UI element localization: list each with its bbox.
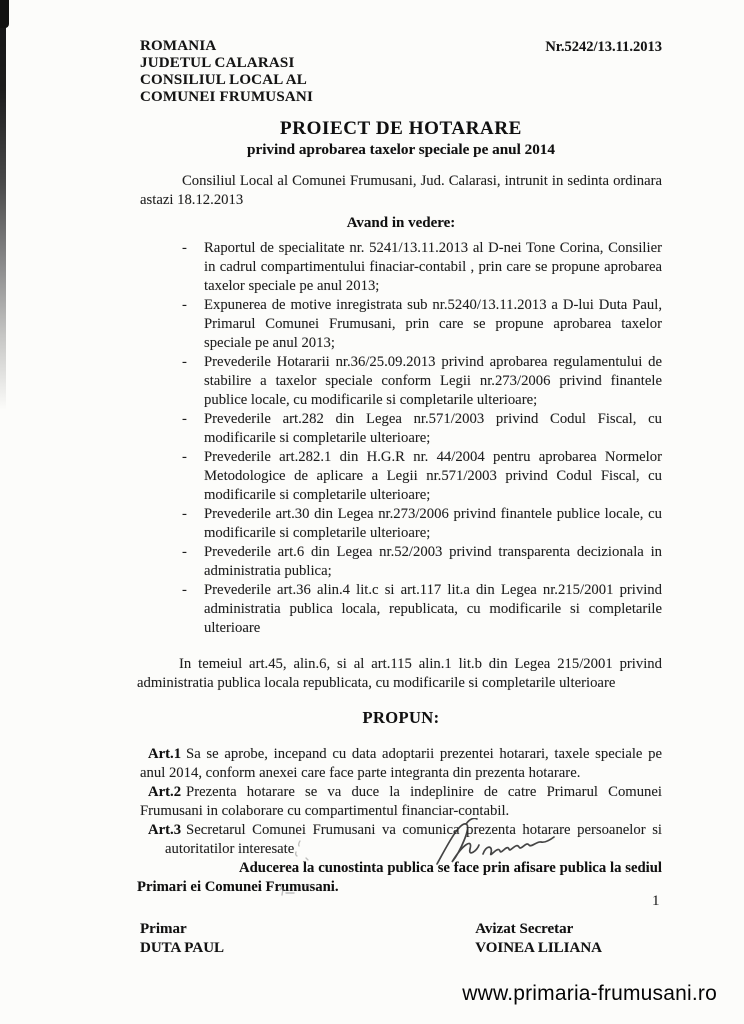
- signature-block: [140, 920, 662, 958]
- list-item: - Prevederile art.30 din Legea nr.273/2006 privind finantele publice locale, cu modificarile si completarile ulterioare;: [140, 505, 662, 543]
- article-2-label: Art.2: [148, 784, 182, 800]
- pencil-mark-artifact: [276, 880, 316, 900]
- intro-paragraph: Consiliul Local al Comunei Frumusani, Jud. Calarasi, intrunit in sedinta ordinara astazi 18.12.2013: [140, 173, 662, 208]
- mayor-name: DUTA PAUL: [140, 940, 225, 956]
- propose-heading: PROPUN:: [362, 708, 440, 727]
- signature-secretary: [475, 920, 602, 958]
- article-1-text: Sa se aprobe, incepand cu data adoptarii prezentei hotarari, taxele speciale pe anul 2014, conform anexei care face parte integranta din prezenta hotarare.: [140, 746, 662, 781]
- considering-heading: Avand in vedere:: [346, 215, 456, 231]
- closing-paragraph: Aducerea la cunostinta publica se face prin afisare publica la sediul Primari ei Comunei Frumusani.: [137, 860, 662, 895]
- scan-edge-artifact: [0, 0, 6, 410]
- mayor-role: Primar: [140, 921, 187, 937]
- list-item: - Prevederile Hotararii nr.36/25.09.2013 privind aprobarea regulamentului de stabilire a taxelor speciale conform Legii nr.273/2006 privind finantele publice locale, cu modificarile si completarile ulterioare;: [140, 353, 662, 410]
- list-item: - Prevederile art.6 din Legea nr.52/2003 privind transparenta decizionala in administratia publica;: [140, 543, 662, 581]
- header-line-county: JUDETUL CALARASI: [140, 55, 295, 71]
- secretary-name: VOINEA LILIANA: [475, 940, 602, 956]
- scan-corner-artifact: [0, 0, 9, 28]
- article-1-label: Art.1: [148, 746, 182, 762]
- header-line-country: ROMANIA: [140, 38, 217, 54]
- article-2: [140, 783, 662, 821]
- document-subtitle: privind aprobarea taxelor speciale pe anul 2014: [247, 141, 555, 158]
- list-item: - Prevederile art.36 alin.4 lit.c si art.117 lit.a din Legea nr.215/2001 privind administratia publica locala, republicata, cu modificarile si completarile ulterioare: [140, 581, 662, 638]
- list-item: - Prevederile art.282.1 din H.G.R nr. 44/2004 pentru aprobarea Normelor Metodologice de aplicare a Legii nr.571/2003 privind Codul Fiscal, cu modificarile si completarile ulterioare;: [140, 448, 662, 505]
- article-2-text: Prezenta hotarare se va duce la indeplinire de catre Primarul Comunei Frumusani in colaborare cu compartimentul financiar-contabil.: [140, 784, 662, 819]
- registration-number: Nr.5242/13.11.2013: [545, 39, 662, 55]
- article-3: [140, 821, 662, 859]
- website-watermark: www.primaria-frumusani.ro: [462, 982, 717, 1005]
- header-line-council: CONSILIUL LOCAL AL: [140, 72, 307, 88]
- legal-basis-paragraph: In temeiul art.45, alin.6, si al art.115 alin.1 lit.b din Legea 215/2001 privind administratia publica locala republicata, cu modificarile si completarile ulterioare: [137, 656, 662, 691]
- article-1: [140, 745, 662, 783]
- document-title: PROIECT DE HOTARARE: [280, 118, 522, 139]
- handwritten-signature: [433, 818, 583, 868]
- considerations-list: [140, 239, 662, 638]
- articles-block: [137, 745, 662, 897]
- list-item: - Expunerea de motive inregistrata sub nr.5240/13.11.2013 a D-lui Duta Paul, Primarul Comunei Frumusani, prin care se propune aprobarea taxelor speciale pe anul 2013;: [140, 296, 662, 353]
- pencil-mark-artifact: [286, 838, 316, 864]
- issuing-authority-block: [140, 38, 313, 106]
- document-header: [140, 38, 662, 106]
- document-content: [137, 38, 662, 958]
- article-3-label: Art.3: [148, 822, 182, 838]
- signature-mayor: [140, 920, 224, 958]
- article-3-text: Secretarul Comunei Frumusani va comunica prezenta hotarare persoanelor si autoritatilor interesate: [165, 822, 662, 857]
- secretary-role: Avizat Secretar: [475, 921, 574, 937]
- list-item: - Prevederile art.282 din Legea nr.571/2003 privind Codul Fiscal, cu modificarile si completarile ulterioare;: [140, 410, 662, 448]
- header-line-commune: COMUNEI FRUMUSANI: [140, 89, 313, 105]
- list-item: - Raportul de specialitate nr. 5241/13.11.2013 al D-nei Tone Corina, Consilier in cadrul compartimentului finaciar-contabil , prin care se propune aprobarea taxelor speciale pe anul 2013;: [140, 239, 662, 296]
- page-number: 1: [652, 893, 660, 909]
